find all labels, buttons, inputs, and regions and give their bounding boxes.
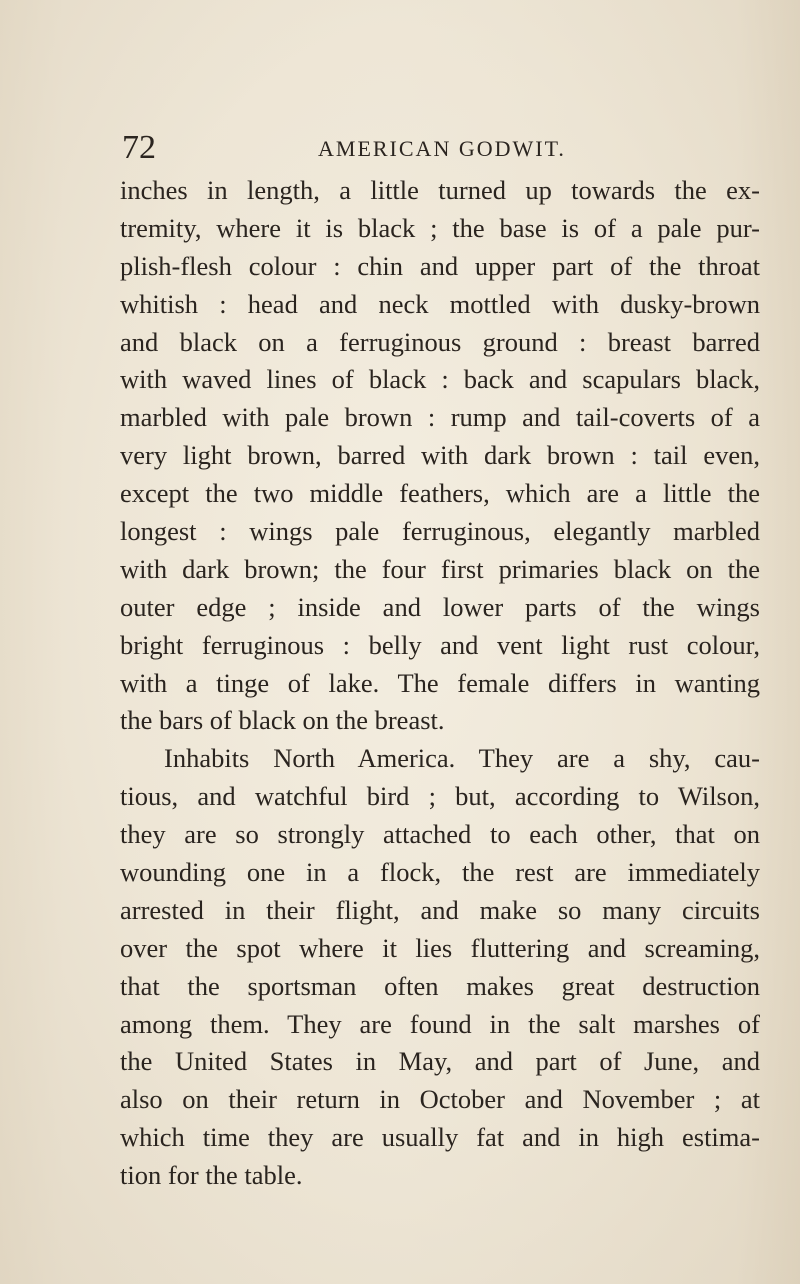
text-line: which time they are usually fat and in high estima- [120,1122,760,1153]
text-line: with waved lines of black : back and scapulars black, [120,364,760,395]
text-line: tion for the table. [120,1160,303,1191]
text-line: whitish : head and neck mottled with dusky-brown [120,288,760,319]
paragraph-start-line: Inhabits North America. They are a shy, cau- [164,743,760,774]
text-line: also on their return in October and November ; at [120,1084,760,1115]
text-line: over the spot where it lies fluttering and screaming, [120,932,760,963]
text-line: plish-flesh colour : chin and upper part of the throat [120,250,760,281]
text-line: outer edge ; inside and lower parts of the wings [120,591,760,622]
text-line: among them. They are found in the salt marshes of [120,1008,760,1039]
text-line: inches in length, a little turned up towards the ex- [120,175,760,205]
page-header [122,128,722,168]
text-line: very light brown, barred with dark brown : tail even, [120,440,760,471]
body-text [120,172,760,1195]
text-line: bright ferruginous : belly and vent light rust colour, [120,629,760,660]
text-line: tious, and watchful bird ; but, according to Wilson, [120,781,760,812]
text-line: longest : wings pale ferruginous, elegantly marbled [120,516,760,547]
text-line: tremity, where it is black ; the base is of a pale pur- [120,212,760,243]
text-line: and black on a ferruginous ground : breast barred [120,326,760,357]
text-line: with a tinge of lake. The female differs in wanting [120,667,760,698]
text-line: they are so strongly attached to each other, that on [120,819,760,850]
text-line: except the two middle feathers, which are a little the [120,478,760,509]
text-line: marbled with pale brown : rump and tail-coverts of a [120,402,760,433]
text-line: wounding one in a flock, the rest are immediately [120,857,760,888]
text-line: that the sportsman often makes great destruction [120,970,760,1001]
running-title: AMERICAN GODWIT. [318,136,566,161]
text-line: the United States in May, and part of June, and [120,1046,760,1077]
text-line: with dark brown; the four first primaries black on the [120,553,760,584]
page-number: 72 [122,129,156,166]
text-line: the bars of black on the breast. [120,705,445,736]
text-line: arrested in their flight, and make so many circuits [120,894,760,925]
